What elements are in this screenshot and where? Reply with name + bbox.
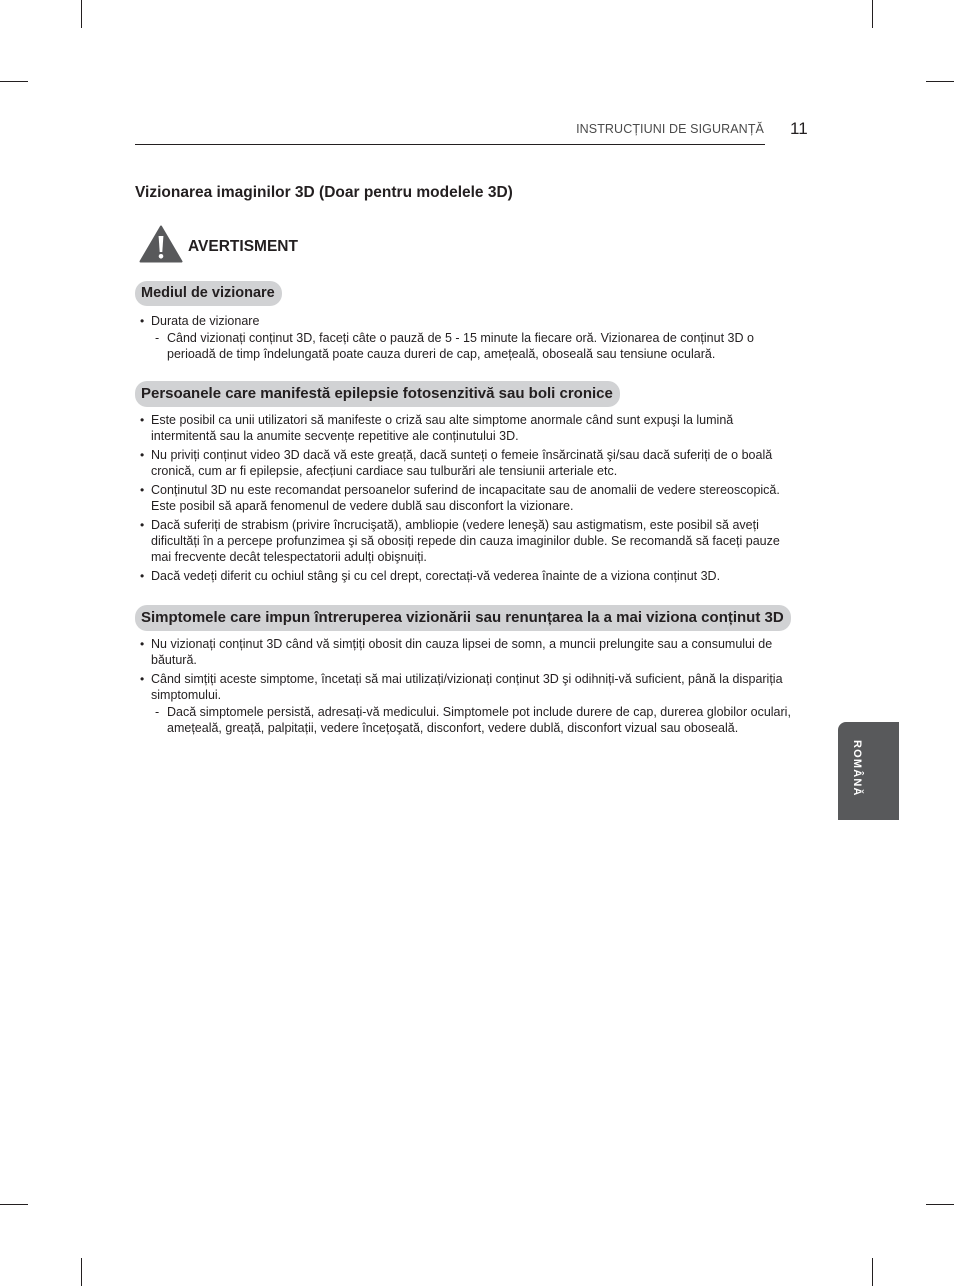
bullet-glyph: • bbox=[140, 569, 145, 583]
symptoms-list bbox=[135, 636, 795, 736]
list-item bbox=[135, 517, 795, 565]
warning-label: AVERTISMENT bbox=[188, 238, 298, 255]
bullet-glyph: • bbox=[140, 314, 145, 328]
page-number: 11 bbox=[790, 119, 808, 138]
crop-mark bbox=[81, 1258, 82, 1286]
bullet-glyph: • bbox=[140, 413, 145, 427]
bullet-glyph: • bbox=[140, 672, 145, 686]
crop-mark bbox=[0, 81, 28, 82]
bullet-glyph: • bbox=[140, 637, 145, 651]
crop-mark bbox=[872, 1258, 873, 1286]
warning-triangle-icon bbox=[139, 225, 183, 263]
running-header-title: INSTRUCȚIUNI DE SIGURANȚĂ bbox=[576, 122, 764, 136]
language-tab-label: ROMÂNĂ bbox=[851, 740, 863, 797]
list-item bbox=[135, 482, 795, 514]
sub-list bbox=[151, 330, 795, 362]
crop-mark bbox=[0, 1204, 28, 1205]
list-item-text: Nu vizionați conținut 3D când vă simțiți obosit din cauza lipsei de somn, a muncii prelungite sau a consumului de băutură. bbox=[151, 637, 773, 667]
list-item bbox=[135, 671, 795, 736]
page-content bbox=[135, 184, 795, 739]
dash-glyph: - bbox=[155, 705, 160, 719]
list-item-text: Durata de vizionare bbox=[151, 314, 260, 328]
sub-list-item-text: Când vizionați conținut 3D, faceți câte o pauză de 5 - 15 minute la fiecare oră. Vizionarea de conținut 3D o perioadă de timp îndelungată poate cauza dureri de cap, amețeală, oboseală sau tensiune oculară. bbox=[167, 331, 754, 361]
list-item bbox=[135, 313, 795, 362]
sub-list-item bbox=[151, 330, 795, 362]
list-item bbox=[135, 568, 795, 584]
list-item-text: Dacă suferiți de strabism (privire încrucişată), ambliopie (vedere leneşă) sau astigmatism, este posibil să aveți dificultăți în a percepe profunzimea şi să obosiți repede din cauza imaginilor duble. Se recomandă să faceți pauze mai frecvente decât telespectatorii adulți obişnuiți. bbox=[151, 518, 780, 564]
bullet-glyph: • bbox=[140, 483, 145, 497]
list-item-text: Conținutul 3D nu este recomandat persoanelor suferind de incapacitate sau de anomalii de vedere stereoscopică. Este posibil să apară fenomenul de vedere dublă sau disconfort la vizionare. bbox=[151, 483, 780, 513]
crop-mark bbox=[926, 81, 954, 82]
crop-mark bbox=[872, 0, 873, 28]
list-item-text: Dacă vedeți diferit cu ochiul stâng şi cu cel drept, corectați-vă vederea înainte de a viziona conținut 3D. bbox=[151, 569, 721, 583]
subsection-heading-epilepsy: Persoanele care manifestă epilepsie fotosenzitivă sau boli cronice bbox=[135, 381, 620, 407]
list-item-text: Când simțiți aceste simptome, încetați să mai utilizați/vizionați conținut 3D şi odihniți-vă suficient, până la dispariția simptomului. bbox=[151, 672, 783, 702]
list-item-text: Este posibil ca unii utilizatori să manifeste o criză sau alte simptome anormale când sunt expuşi la lumină intermitentă sau la anumite secvențe repetitive ale conținutului 3D. bbox=[151, 413, 734, 443]
header-divider bbox=[135, 144, 765, 145]
epilepsy-list bbox=[135, 412, 795, 584]
list-item bbox=[135, 447, 795, 479]
bullet-glyph: • bbox=[140, 518, 145, 532]
list-item bbox=[135, 636, 795, 668]
dash-glyph: - bbox=[155, 331, 160, 345]
sub-list-item-text: Dacă simptomele persistă, adresați-vă medicului. Simptomele pot include durere de cap, durerea globilor oculari, amețeală, greață, palpitații, vedere încețoşată, disconfort, vedere dublă, disconfort vizual sau oboseală. bbox=[167, 705, 791, 735]
subsection-heading-environment: Mediul de vizionare bbox=[135, 281, 282, 306]
language-tab bbox=[838, 722, 899, 820]
list-item bbox=[135, 412, 795, 444]
bullet-glyph: • bbox=[140, 448, 145, 462]
sub-list-item bbox=[151, 704, 795, 736]
crop-mark bbox=[926, 1204, 954, 1205]
crop-mark bbox=[81, 0, 82, 28]
section-title: Vizionarea imaginilor 3D (Doar pentru modelele 3D) bbox=[135, 184, 513, 201]
sub-list bbox=[151, 704, 795, 736]
environment-list bbox=[135, 313, 795, 362]
subsection-heading-symptoms: Simptomele care impun întreruperea vizionării sau renunțarea la a mai viziona conținut 3D bbox=[135, 605, 791, 631]
warning-block bbox=[135, 224, 795, 264]
list-item-text: Nu priviți conținut video 3D dacă vă este greață, dacă sunteți o femeie însărcinată şi/sau dacă suferiți de o boală cronică, cum ar fi epilepsie, afecțiuni cardiace sau tulburări ale tensiunii arteriale etc. bbox=[151, 448, 773, 478]
